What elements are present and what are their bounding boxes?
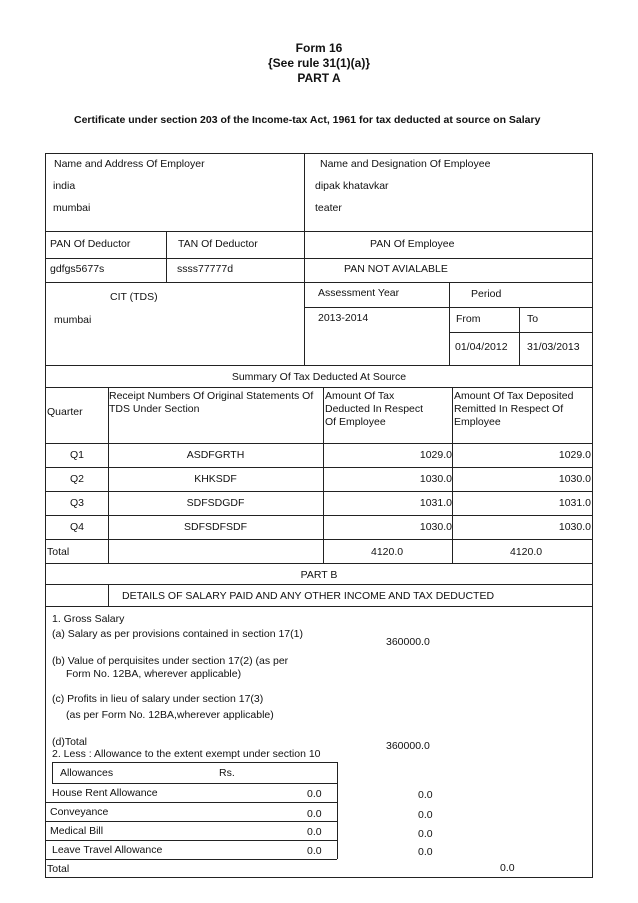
item-c-label-line1: (c) Profits in lieu of salary under section 17(3): [52, 693, 264, 705]
col-deducted-header: Amount Of Tax Deducted In Respect Of Employee: [325, 390, 424, 428]
col-deposited-header: Amount Of Tax Deposited Remitted In Respect Of Employee: [454, 390, 574, 428]
form-rule: {See rule 31(1)(a)}: [267, 56, 371, 70]
allowance-name: Conveyance: [50, 806, 109, 818]
allowance-value: 0.0: [418, 809, 433, 821]
to-date: 31/03/2013: [527, 341, 580, 353]
quarter-cell: Q1: [70, 449, 85, 461]
part-a-title: PART A: [297, 71, 341, 85]
employer-name: india: [53, 180, 76, 192]
item-d-label: (d)Total: [52, 736, 88, 748]
tan-deductor-label: TAN Of Deductor: [178, 238, 258, 250]
allowance-value: 0.0: [418, 828, 433, 840]
deposited-cell: 1029.0: [558, 449, 591, 461]
certificate-text: Certificate under section 203 of the Income-tax Act, 1961 for tax deducted at source on Salary: [74, 114, 541, 126]
pan-deductor-value: gdfgs5677s: [50, 263, 105, 275]
quarter-cell: Q2: [70, 473, 85, 485]
deposited-cell: 1030.0: [558, 473, 591, 485]
employer-heading: Name and Address Of Employer: [54, 158, 205, 170]
summary-total-deducted: 4120.0: [371, 546, 404, 558]
employee-designation: teater: [315, 202, 342, 214]
allowance-value: 0.0: [418, 789, 433, 801]
deposited-cell: 1030.0: [558, 521, 591, 533]
period-label: Period: [471, 288, 502, 300]
part-b-total-label: Total: [47, 863, 70, 875]
cit-label: CIT (TDS): [110, 291, 158, 303]
assessment-year-label: Assessment Year: [318, 287, 400, 299]
allowance-rs: 0.0: [307, 808, 322, 820]
employee-name: dipak khatavkar: [315, 180, 389, 192]
deposited-cell: 1031.0: [558, 497, 591, 509]
allowance-rs: 0.0: [307, 845, 322, 857]
allowance-name: Leave Travel Allowance: [52, 844, 163, 856]
allowance-value: 0.0: [418, 846, 433, 858]
col-receipt-header: Receipt Numbers Of Original Statements Of TDS Under Section: [109, 390, 314, 415]
rs-label: Rs.: [219, 767, 235, 779]
summary-heading: Summary Of Tax Deducted At Source: [231, 371, 407, 383]
quarter-cell: Q4: [70, 521, 85, 533]
pan-employee-label: PAN Of Employee: [370, 238, 455, 250]
deducted-cell: 1030.0: [419, 473, 452, 485]
deducted-cell: 1030.0: [419, 521, 452, 533]
item-a-value: 360000.0: [386, 636, 430, 648]
to-label: To: [527, 313, 539, 325]
quarter-cell: Q3: [70, 497, 85, 509]
summary-total-label: Total: [47, 546, 70, 558]
receipt-cell: ASDFGRTH: [186, 449, 245, 461]
allowance-name: House Rent Allowance: [52, 787, 158, 799]
from-date: 01/04/2012: [455, 341, 508, 353]
allowance-name: Medical Bill: [50, 825, 104, 837]
tan-deductor-value: ssss77777d: [177, 263, 234, 275]
deducted-cell: 1029.0: [419, 449, 452, 461]
allowances-label: Allowances: [60, 767, 114, 779]
assessment-year-value: 2013-2014: [318, 312, 369, 324]
less-allowance-label: 2. Less : Allowance to the extent exempt under section 10: [52, 748, 321, 760]
summary-total-deposited: 4120.0: [510, 546, 543, 558]
pan-employee-value: PAN NOT AVIALABLE: [344, 263, 448, 275]
pan-deductor-label: PAN Of Deductor: [50, 238, 131, 250]
col-quarter-header: Quarter: [47, 406, 83, 418]
gross-salary-label: 1. Gross Salary: [52, 613, 125, 625]
deducted-cell: 1031.0: [419, 497, 452, 509]
item-a-label: (a) Salary as per provisions contained in section 17(1): [52, 628, 303, 640]
part-b-title: PART B: [300, 569, 338, 581]
item-b-label-line1: (b) Value of perquisites under section 17(2) (as per: [52, 655, 289, 667]
cit-city: mumbai: [54, 314, 92, 326]
allowance-rs: 0.0: [307, 826, 322, 838]
details-heading: DETAILS OF SALARY PAID AND ANY OTHER INCOME AND TAX DEDUCTED: [122, 590, 495, 602]
employee-heading: Name and Designation Of Employee: [320, 158, 491, 170]
allowance-rs: 0.0: [307, 788, 322, 800]
item-b-label-line2: Form No. 12BA, wherever applicable): [66, 668, 242, 680]
part-b-total-value: 0.0: [500, 862, 515, 874]
receipt-cell: SDFSDFSDF: [184, 521, 247, 533]
form-title: Form 16: [295, 41, 343, 55]
receipt-cell: SDFSDGDF: [186, 497, 245, 509]
employer-address: mumbai: [53, 202, 91, 214]
item-c-label-line2: (as per Form No. 12BA,wherever applicable): [66, 709, 274, 721]
from-label: From: [456, 313, 481, 325]
receipt-cell: KHKSDF: [194, 473, 237, 485]
item-d-value: 360000.0: [386, 740, 430, 752]
